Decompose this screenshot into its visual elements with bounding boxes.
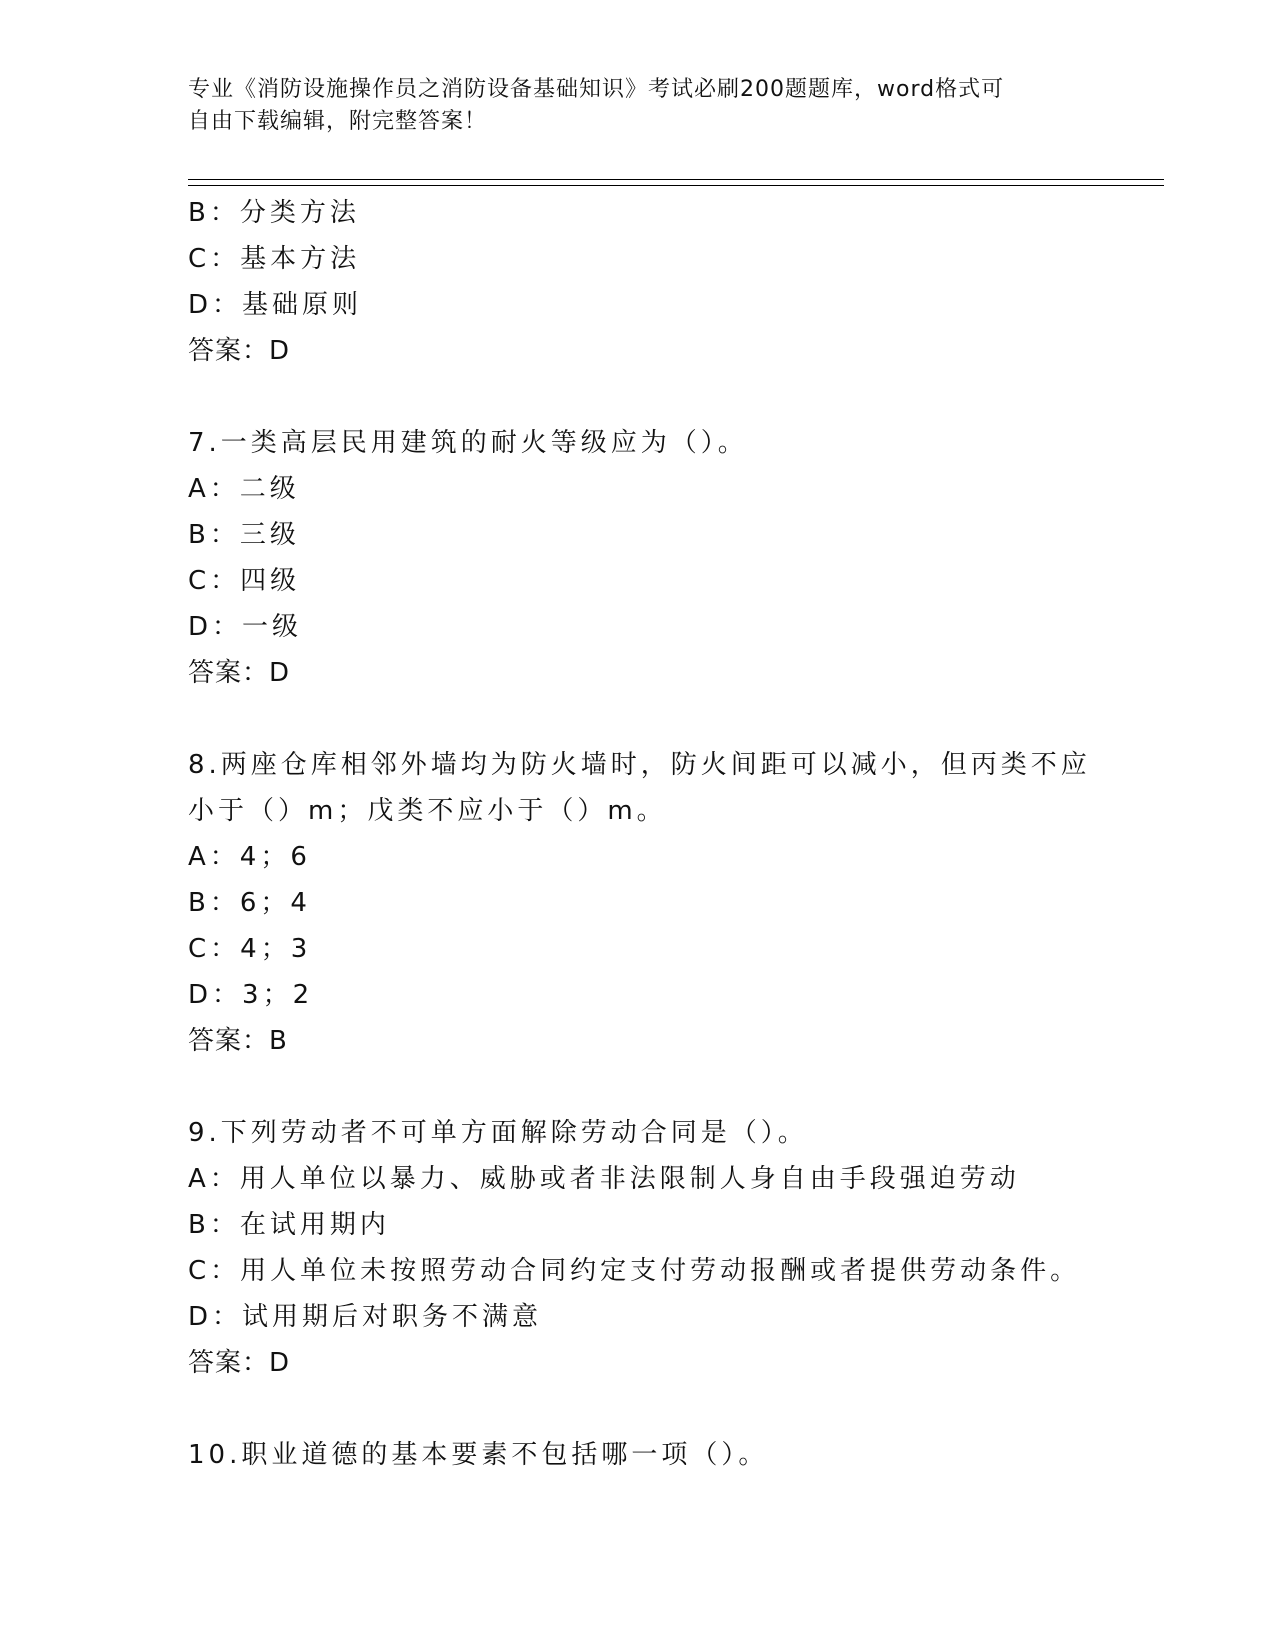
question-text: 7.一类高层民用建筑的耐火等级应为（）。 xyxy=(188,428,748,458)
question-10 xyxy=(188,1432,1148,1478)
question-text-line-2: 小于（）m；戊类不应小于（）m。 xyxy=(188,796,667,826)
option-b: B：分类方法 xyxy=(188,198,360,228)
option-c: C：基本方法 xyxy=(188,244,361,274)
answer: 答案：D xyxy=(188,658,291,688)
header-line-1: 专业《消防设施操作员之消防设备基础知识》考试必刷200题题库，word格式可 xyxy=(188,77,1005,102)
option-d: D：试用期后对职务不满意 xyxy=(188,1302,543,1332)
answer: 答案：D xyxy=(188,1348,291,1378)
header-line-2: 自由下载编辑，附完整答案！ xyxy=(188,109,488,134)
option-b: B：6；4 xyxy=(188,888,311,918)
question-text-line-1: 8.两座仓库相邻外墙均为防火墙时，防火间距可以减小，但丙类不应 xyxy=(188,750,1091,780)
option-c: C：用人单位未按照劳动合同约定支付劳动报酬或者提供劳动条件。 xyxy=(188,1256,1081,1286)
option-c: C：4；3 xyxy=(188,934,312,964)
option-b: B：三级 xyxy=(188,520,300,550)
option-a: A：二级 xyxy=(188,474,300,504)
option-c: C：四级 xyxy=(188,566,301,596)
answer: 答案：D xyxy=(188,336,291,366)
answer: 答案：B xyxy=(188,1026,288,1056)
question-7 xyxy=(188,420,1148,696)
option-d: D：一级 xyxy=(188,612,303,642)
question-9 xyxy=(188,1110,1148,1386)
question-text: 9.下列劳动者不可单方面解除劳动合同是（）。 xyxy=(188,1118,808,1148)
option-a: A：4；6 xyxy=(188,842,311,872)
document-body xyxy=(188,190,1148,1524)
option-b: B：在试用期内 xyxy=(188,1210,390,1240)
option-d: D：3；2 xyxy=(188,980,314,1010)
option-a: A：用人单位以暴力、威胁或者非法限制人身自由手段强迫劳动 xyxy=(188,1164,1020,1194)
header-rule-top xyxy=(188,179,1164,180)
question-8 xyxy=(188,742,1148,1064)
header-rule-bottom xyxy=(188,185,1164,186)
document-header xyxy=(188,74,1088,138)
question-text: 10.职业道德的基本要素不包括哪一项（）。 xyxy=(188,1440,769,1470)
question-fragment xyxy=(188,190,1148,374)
option-d: D：基础原则 xyxy=(188,290,363,320)
